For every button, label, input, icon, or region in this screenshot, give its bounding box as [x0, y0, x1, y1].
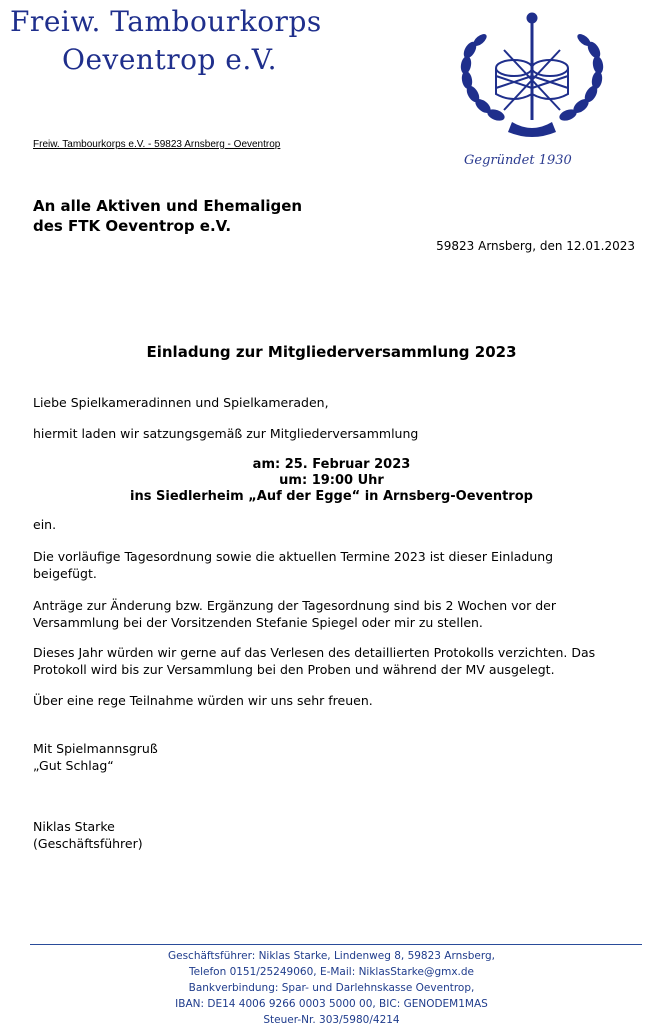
- footer-line1: Geschäftsführer: Niklas Starke, Lindenweg 8, 59823 Arnsberg,: [167, 950, 496, 962]
- signature-name: Niklas Starke: [33, 819, 115, 834]
- founded-year: Gegründet 1930: [464, 153, 572, 168]
- recipient-block: [33, 196, 302, 236]
- event-place: ins Siedlerheim „Auf der Egge“ in Arnsberg-Oeventrop: [130, 489, 533, 504]
- agenda-line1: Die vorläufige Tagesordnung sowie die aktuellen Termine 2023 ist dieser Einladung: [33, 549, 554, 564]
- closing-line1: Mit Spielmannsgruß: [33, 741, 158, 756]
- protocol-line2: Protokoll wird bis zur Versammlung bei den Proben und während der MV ausgelegt.: [33, 662, 555, 677]
- intro-text: hiermit laden wir satzungsgemäß zur Mitgliederversammlung: [33, 426, 419, 441]
- footer-line3: Bankverbindung: Spar- und Darlehnskasse Oeventrop,: [188, 982, 475, 994]
- date-line: 59823 Arnsberg, den 12.01.2023: [436, 239, 635, 253]
- event-time: um: 19:00 Uhr: [279, 473, 384, 488]
- ein-text: ein.: [33, 517, 57, 532]
- footer: [0, 948, 663, 1028]
- footer-line5: Steuer-Nr. 303/5980/4214: [263, 1014, 400, 1026]
- sender-line: Freiw. Tambourkorps e.V. - 59823 Arnsberg - Oeventrop: [33, 139, 281, 150]
- org-name-line1: Freiw. Tambourkorps: [10, 5, 322, 38]
- salutation: Liebe Spielkameradinnen und Spielkameraden,: [33, 395, 329, 410]
- protocol-paragraph: [33, 644, 595, 678]
- recipient-line1: An alle Aktiven und Ehemaligen: [33, 197, 303, 215]
- signature-block: [33, 818, 143, 852]
- closing-block: [33, 740, 158, 774]
- protocol-line1: Dieses Jahr würden wir gerne auf das Verlesen des detaillierten Protokolls verzichten. Das: [33, 645, 596, 660]
- footer-line4: IBAN: DE14 4006 9266 0003 5000 00, BIC: GENODEM1MAS: [175, 998, 488, 1010]
- event-date: am: 25. Februar 2023: [252, 457, 411, 472]
- club-emblem-logo: [452, 10, 612, 140]
- footer-line2: Telefon 0151/25249060, E-Mail: NiklasStarke@gmx.de: [188, 966, 475, 978]
- agenda-paragraph: [33, 548, 553, 582]
- recipient-line2: des FTK Oeventrop e.V.: [33, 217, 232, 235]
- motions-line1: Anträge zur Änderung bzw. Ergänzung der Tagesordnung sind bis 2 Wochen vor der: [33, 598, 557, 613]
- closing-line2: „Gut Schlag“: [33, 758, 114, 773]
- footer-divider: [30, 944, 642, 945]
- closing-wish: Über eine rege Teilnahme würden wir uns sehr freuen.: [33, 693, 373, 708]
- agenda-line2: beigefügt.: [33, 566, 97, 581]
- motions-paragraph: [33, 597, 556, 631]
- signature-role: (Geschäftsführer): [33, 836, 143, 851]
- letter-subject: Einladung zur Mitgliederversammlung 2023: [146, 343, 517, 361]
- motions-line2: Versammlung bei der Vorsitzenden Stefanie Spiegel oder mir zu stellen.: [33, 615, 483, 630]
- org-name-line2: Oeventrop e.V.: [62, 43, 277, 76]
